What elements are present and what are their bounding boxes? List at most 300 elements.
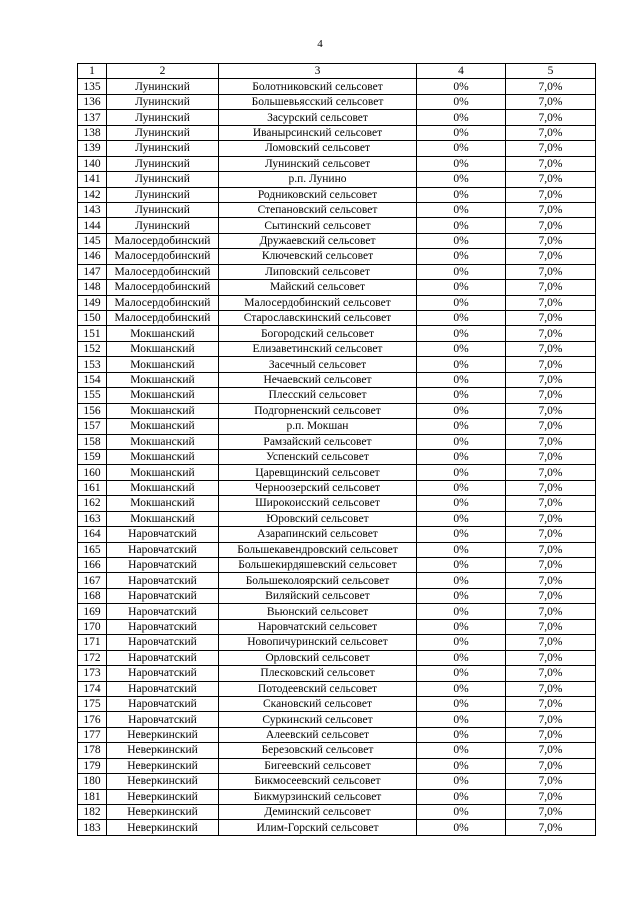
cell-district: Мокшанский xyxy=(107,403,219,418)
cell-district: Наровчатский xyxy=(107,619,219,634)
cell-rate-col5: 7,0% xyxy=(506,820,596,835)
cell-number: 145 xyxy=(78,233,107,248)
cell-rate-col5: 7,0% xyxy=(506,743,596,758)
cell-settlement: Майский сельсовет xyxy=(219,280,417,295)
cell-district: Лунинский xyxy=(107,218,219,233)
cell-number: 155 xyxy=(78,388,107,403)
cell-number: 139 xyxy=(78,141,107,156)
cell-settlement: Большекавендровский сельсовет xyxy=(219,542,417,557)
cell-rate-col4: 0% xyxy=(417,388,506,403)
cell-district: Мокшанский xyxy=(107,511,219,526)
cell-settlement: Елизаветинский сельсовет xyxy=(219,341,417,356)
cell-settlement: Большевьясский сельсовет xyxy=(219,94,417,109)
cell-district: Малосердобинский xyxy=(107,264,219,279)
table-row xyxy=(78,496,596,511)
cell-number: 154 xyxy=(78,372,107,387)
cell-number: 171 xyxy=(78,635,107,650)
table-row xyxy=(78,311,596,326)
cell-rate-col4: 0% xyxy=(417,465,506,480)
cell-rate-col4: 0% xyxy=(417,110,506,125)
cell-rate-col4: 0% xyxy=(417,419,506,434)
cell-rate-col4: 0% xyxy=(417,326,506,341)
cell-district: Неверкинский xyxy=(107,774,219,789)
cell-settlement: Плесковский сельсовет xyxy=(219,666,417,681)
cell-district: Лунинский xyxy=(107,125,219,140)
cell-settlement: Потодеевский сельсовет xyxy=(219,681,417,696)
cell-number: 150 xyxy=(78,311,107,326)
cell-number: 144 xyxy=(78,218,107,233)
cell-rate-col5: 7,0% xyxy=(506,249,596,264)
table-row xyxy=(78,820,596,835)
table-row xyxy=(78,233,596,248)
cell-rate-col4: 0% xyxy=(417,218,506,233)
cell-district: Лунинский xyxy=(107,156,219,171)
table-row xyxy=(78,419,596,434)
cell-number: 166 xyxy=(78,558,107,573)
cell-rate-col5: 7,0% xyxy=(506,449,596,464)
table-row xyxy=(78,434,596,449)
header-cell: 2 xyxy=(107,64,219,79)
cell-rate-col5: 7,0% xyxy=(506,789,596,804)
cell-district: Мокшанский xyxy=(107,449,219,464)
cell-rate-col4: 0% xyxy=(417,125,506,140)
table-row xyxy=(78,79,596,94)
cell-rate-col5: 7,0% xyxy=(506,696,596,711)
cell-number: 149 xyxy=(78,295,107,310)
cell-settlement: Старославскинский сельсовет xyxy=(219,311,417,326)
cell-district: Лунинский xyxy=(107,79,219,94)
table-row xyxy=(78,696,596,711)
cell-rate-col4: 0% xyxy=(417,94,506,109)
cell-number: 163 xyxy=(78,511,107,526)
cell-district: Лунинский xyxy=(107,110,219,125)
cell-rate-col4: 0% xyxy=(417,202,506,217)
cell-settlement: Малосердобинский сельсовет xyxy=(219,295,417,310)
cell-district: Наровчатский xyxy=(107,696,219,711)
cell-district: Наровчатский xyxy=(107,635,219,650)
cell-settlement: Виляйский сельсовет xyxy=(219,588,417,603)
cell-rate-col5: 7,0% xyxy=(506,465,596,480)
cell-rate-col5: 7,0% xyxy=(506,604,596,619)
cell-settlement: Орловский сельсовет xyxy=(219,650,417,665)
cell-district: Неверкинский xyxy=(107,743,219,758)
cell-rate-col4: 0% xyxy=(417,805,506,820)
table-row xyxy=(78,110,596,125)
cell-rate-col4: 0% xyxy=(417,696,506,711)
cell-rate-col5: 7,0% xyxy=(506,635,596,650)
cell-rate-col4: 0% xyxy=(417,249,506,264)
cell-settlement: Рамзайский сельсовет xyxy=(219,434,417,449)
table-row xyxy=(78,141,596,156)
cell-district: Мокшанский xyxy=(107,465,219,480)
cell-settlement: Деминский сельсовет xyxy=(219,805,417,820)
cell-rate-col4: 0% xyxy=(417,480,506,495)
cell-number: 135 xyxy=(78,79,107,94)
cell-rate-col5: 7,0% xyxy=(506,202,596,217)
cell-number: 142 xyxy=(78,187,107,202)
cell-settlement: Иванырсинский сельсовет xyxy=(219,125,417,140)
cell-district: Неверкинский xyxy=(107,820,219,835)
table-row xyxy=(78,681,596,696)
cell-rate-col4: 0% xyxy=(417,496,506,511)
cell-district: Неверкинский xyxy=(107,805,219,820)
table-row xyxy=(78,357,596,372)
table-row xyxy=(78,465,596,480)
cell-district: Наровчатский xyxy=(107,604,219,619)
cell-number: 159 xyxy=(78,449,107,464)
cell-district: Лунинский xyxy=(107,172,219,187)
cell-rate-col5: 7,0% xyxy=(506,187,596,202)
cell-rate-col5: 7,0% xyxy=(506,388,596,403)
cell-number: 160 xyxy=(78,465,107,480)
cell-rate-col4: 0% xyxy=(417,542,506,557)
header-cell: 1 xyxy=(78,64,107,79)
cell-settlement: Подгорненский сельсовет xyxy=(219,403,417,418)
cell-rate-col5: 7,0% xyxy=(506,650,596,665)
cell-district: Малосердобинский xyxy=(107,280,219,295)
cell-district: Неверкинский xyxy=(107,789,219,804)
table-row xyxy=(78,588,596,603)
cell-settlement: Богородский сельсовет xyxy=(219,326,417,341)
cell-settlement: Бигеевский сельсовет xyxy=(219,758,417,773)
table-row xyxy=(78,511,596,526)
cell-district: Мокшанский xyxy=(107,357,219,372)
cell-settlement: р.п. Мокшан xyxy=(219,419,417,434)
cell-district: Малосердобинский xyxy=(107,233,219,248)
cell-district: Лунинский xyxy=(107,187,219,202)
cell-rate-col5: 7,0% xyxy=(506,110,596,125)
cell-rate-col4: 0% xyxy=(417,727,506,742)
cell-number: 169 xyxy=(78,604,107,619)
cell-rate-col5: 7,0% xyxy=(506,172,596,187)
cell-district: Лунинский xyxy=(107,94,219,109)
cell-rate-col5: 7,0% xyxy=(506,527,596,542)
cell-rate-col5: 7,0% xyxy=(506,218,596,233)
cell-number: 157 xyxy=(78,419,107,434)
cell-number: 173 xyxy=(78,666,107,681)
table-row xyxy=(78,249,596,264)
table-row xyxy=(78,372,596,387)
cell-district: Мокшанский xyxy=(107,372,219,387)
cell-rate-col4: 0% xyxy=(417,604,506,619)
cell-settlement: Бикмосеевский сельсовет xyxy=(219,774,417,789)
table-row xyxy=(78,94,596,109)
table-row xyxy=(78,743,596,758)
table-row xyxy=(78,280,596,295)
table-row xyxy=(78,172,596,187)
table-row xyxy=(78,156,596,171)
cell-rate-col5: 7,0% xyxy=(506,434,596,449)
cell-rate-col5: 7,0% xyxy=(506,280,596,295)
cell-number: 156 xyxy=(78,403,107,418)
cell-settlement: Нечаевский сельсовет xyxy=(219,372,417,387)
table-row xyxy=(78,202,596,217)
cell-settlement: Дружаевский сельсовет xyxy=(219,233,417,248)
cell-district: Наровчатский xyxy=(107,527,219,542)
cell-rate-col5: 7,0% xyxy=(506,295,596,310)
cell-rate-col4: 0% xyxy=(417,635,506,650)
table-row xyxy=(78,712,596,727)
cell-rate-col5: 7,0% xyxy=(506,805,596,820)
cell-rate-col5: 7,0% xyxy=(506,511,596,526)
cell-number: 179 xyxy=(78,758,107,773)
cell-district: Наровчатский xyxy=(107,588,219,603)
table-row xyxy=(78,789,596,804)
cell-number: 136 xyxy=(78,94,107,109)
cell-rate-col5: 7,0% xyxy=(506,480,596,495)
cell-rate-col5: 7,0% xyxy=(506,666,596,681)
cell-settlement: Скановский сельсовет xyxy=(219,696,417,711)
cell-number: 151 xyxy=(78,326,107,341)
cell-rate-col4: 0% xyxy=(417,156,506,171)
cell-rate-col5: 7,0% xyxy=(506,357,596,372)
cell-number: 161 xyxy=(78,480,107,495)
table-row xyxy=(78,558,596,573)
table-body xyxy=(78,64,596,836)
cell-settlement: Юровский сельсовет xyxy=(219,511,417,526)
cell-number: 147 xyxy=(78,264,107,279)
cell-settlement: Черноозерский сельсовет xyxy=(219,480,417,495)
table-header-row xyxy=(78,64,596,79)
cell-district: Неверкинский xyxy=(107,727,219,742)
cell-rate-col4: 0% xyxy=(417,573,506,588)
table-row xyxy=(78,774,596,789)
cell-rate-col4: 0% xyxy=(417,666,506,681)
table-row xyxy=(78,527,596,542)
header-cell: 4 xyxy=(417,64,506,79)
cell-number: 170 xyxy=(78,619,107,634)
cell-rate-col5: 7,0% xyxy=(506,94,596,109)
cell-rate-col5: 7,0% xyxy=(506,264,596,279)
cell-rate-col5: 7,0% xyxy=(506,681,596,696)
cell-number: 143 xyxy=(78,202,107,217)
cell-district: Наровчатский xyxy=(107,681,219,696)
cell-rate-col5: 7,0% xyxy=(506,588,596,603)
cell-district: Мокшанский xyxy=(107,480,219,495)
cell-district: Мокшанский xyxy=(107,419,219,434)
table-row xyxy=(78,758,596,773)
cell-district: Наровчатский xyxy=(107,712,219,727)
cell-number: 172 xyxy=(78,650,107,665)
cell-rate-col5: 7,0% xyxy=(506,156,596,171)
cell-number: 158 xyxy=(78,434,107,449)
cell-rate-col5: 7,0% xyxy=(506,341,596,356)
table-row xyxy=(78,480,596,495)
cell-district: Малосердобинский xyxy=(107,249,219,264)
cell-rate-col5: 7,0% xyxy=(506,233,596,248)
cell-settlement: Царевщинский сельсовет xyxy=(219,465,417,480)
cell-rate-col4: 0% xyxy=(417,774,506,789)
table-row xyxy=(78,650,596,665)
header-cell: 3 xyxy=(219,64,417,79)
cell-settlement: Новопичуринский сельсовет xyxy=(219,635,417,650)
cell-district: Лунинский xyxy=(107,141,219,156)
cell-settlement: Ломовский сельсовет xyxy=(219,141,417,156)
cell-rate-col4: 0% xyxy=(417,295,506,310)
cell-rate-col4: 0% xyxy=(417,758,506,773)
cell-rate-col5: 7,0% xyxy=(506,372,596,387)
cell-rate-col4: 0% xyxy=(417,264,506,279)
table-row xyxy=(78,218,596,233)
cell-rate-col5: 7,0% xyxy=(506,712,596,727)
cell-district: Наровчатский xyxy=(107,542,219,557)
cell-number: 175 xyxy=(78,696,107,711)
cell-rate-col4: 0% xyxy=(417,527,506,542)
cell-district: Неверкинский xyxy=(107,758,219,773)
cell-district: Наровчатский xyxy=(107,650,219,665)
cell-rate-col4: 0% xyxy=(417,449,506,464)
cell-number: 164 xyxy=(78,527,107,542)
cell-district: Мокшанский xyxy=(107,326,219,341)
cell-number: 181 xyxy=(78,789,107,804)
cell-number: 138 xyxy=(78,125,107,140)
cell-rate-col5: 7,0% xyxy=(506,542,596,557)
cell-settlement: р.п. Лунино xyxy=(219,172,417,187)
table-row xyxy=(78,805,596,820)
cell-settlement: Большекирдяшевский сельсовет xyxy=(219,558,417,573)
cell-district: Мокшанский xyxy=(107,341,219,356)
cell-settlement: Большеколоярский сельсовет xyxy=(219,573,417,588)
table-row xyxy=(78,187,596,202)
cell-rate-col4: 0% xyxy=(417,650,506,665)
cell-settlement: Илим-Горский сельсовет xyxy=(219,820,417,835)
cell-number: 141 xyxy=(78,172,107,187)
cell-rate-col5: 7,0% xyxy=(506,419,596,434)
cell-rate-col4: 0% xyxy=(417,789,506,804)
cell-rate-col4: 0% xyxy=(417,341,506,356)
table-row xyxy=(78,449,596,464)
cell-rate-col5: 7,0% xyxy=(506,79,596,94)
cell-rate-col4: 0% xyxy=(417,233,506,248)
cell-rate-col4: 0% xyxy=(417,79,506,94)
cell-settlement: Широкоисский сельсовет xyxy=(219,496,417,511)
cell-number: 167 xyxy=(78,573,107,588)
cell-settlement: Лунинский сельсовет xyxy=(219,156,417,171)
cell-number: 165 xyxy=(78,542,107,557)
cell-rate-col4: 0% xyxy=(417,187,506,202)
cell-number: 168 xyxy=(78,588,107,603)
cell-rate-col4: 0% xyxy=(417,619,506,634)
cell-number: 183 xyxy=(78,820,107,835)
cell-settlement: Засурский сельсовет xyxy=(219,110,417,125)
cell-rate-col5: 7,0% xyxy=(506,141,596,156)
cell-settlement: Алеевский сельсовет xyxy=(219,727,417,742)
cell-number: 182 xyxy=(78,805,107,820)
cell-district: Мокшанский xyxy=(107,496,219,511)
cell-settlement: Березовский сельсовет xyxy=(219,743,417,758)
cell-settlement: Азарапинский сельсовет xyxy=(219,527,417,542)
cell-district: Малосердобинский xyxy=(107,295,219,310)
cell-number: 180 xyxy=(78,774,107,789)
cell-number: 153 xyxy=(78,357,107,372)
cell-settlement: Сытинский сельсовет xyxy=(219,218,417,233)
page-number: 4 xyxy=(317,38,323,50)
cell-rate-col5: 7,0% xyxy=(506,573,596,588)
cell-rate-col4: 0% xyxy=(417,172,506,187)
cell-rate-col4: 0% xyxy=(417,558,506,573)
cell-rate-col4: 0% xyxy=(417,372,506,387)
cell-number: 174 xyxy=(78,681,107,696)
cell-number: 177 xyxy=(78,727,107,742)
cell-rate-col5: 7,0% xyxy=(506,619,596,634)
cell-rate-col5: 7,0% xyxy=(506,326,596,341)
cell-number: 162 xyxy=(78,496,107,511)
cell-rate-col4: 0% xyxy=(417,357,506,372)
table-row xyxy=(78,542,596,557)
cell-rate-col4: 0% xyxy=(417,403,506,418)
cell-settlement: Наровчатский сельсовет xyxy=(219,619,417,634)
cell-rate-col4: 0% xyxy=(417,820,506,835)
cell-rate-col5: 7,0% xyxy=(506,774,596,789)
cell-settlement: Степановский сельсовет xyxy=(219,202,417,217)
cell-rate-col5: 7,0% xyxy=(506,125,596,140)
cell-number: 176 xyxy=(78,712,107,727)
table-row xyxy=(78,727,596,742)
cell-number: 146 xyxy=(78,249,107,264)
cell-rate-col4: 0% xyxy=(417,280,506,295)
table-row xyxy=(78,341,596,356)
data-table xyxy=(77,63,596,836)
cell-district: Наровчатский xyxy=(107,666,219,681)
cell-rate-col4: 0% xyxy=(417,712,506,727)
cell-rate-col5: 7,0% xyxy=(506,558,596,573)
cell-district: Лунинский xyxy=(107,202,219,217)
cell-district: Малосердобинский xyxy=(107,311,219,326)
cell-district: Мокшанский xyxy=(107,388,219,403)
table-row xyxy=(78,264,596,279)
cell-settlement: Ключевский сельсовет xyxy=(219,249,417,264)
cell-rate-col5: 7,0% xyxy=(506,403,596,418)
cell-settlement: Бикмурзинский сельсовет xyxy=(219,789,417,804)
table-row xyxy=(78,326,596,341)
cell-settlement: Суркинский сельсовет xyxy=(219,712,417,727)
header-cell: 5 xyxy=(506,64,596,79)
cell-settlement: Плесский сельсовет xyxy=(219,388,417,403)
cell-number: 178 xyxy=(78,743,107,758)
cell-rate-col4: 0% xyxy=(417,681,506,696)
cell-number: 148 xyxy=(78,280,107,295)
cell-rate-col5: 7,0% xyxy=(506,727,596,742)
cell-rate-col4: 0% xyxy=(417,743,506,758)
table-row xyxy=(78,295,596,310)
cell-settlement: Липовский сельсовет xyxy=(219,264,417,279)
cell-number: 137 xyxy=(78,110,107,125)
cell-rate-col4: 0% xyxy=(417,311,506,326)
table-row xyxy=(78,619,596,634)
cell-rate-col4: 0% xyxy=(417,511,506,526)
cell-number: 152 xyxy=(78,341,107,356)
cell-rate-col4: 0% xyxy=(417,588,506,603)
cell-district: Наровчатский xyxy=(107,573,219,588)
cell-number: 140 xyxy=(78,156,107,171)
table-row xyxy=(78,604,596,619)
cell-rate-col5: 7,0% xyxy=(506,311,596,326)
table-row xyxy=(78,573,596,588)
cell-district: Наровчатский xyxy=(107,558,219,573)
cell-district: Мокшанский xyxy=(107,434,219,449)
cell-settlement: Засечный сельсовет xyxy=(219,357,417,372)
cell-settlement: Успенский сельсовет xyxy=(219,449,417,464)
cell-settlement: Вьюнский сельсовет xyxy=(219,604,417,619)
table-row xyxy=(78,666,596,681)
cell-rate-col5: 7,0% xyxy=(506,496,596,511)
cell-settlement: Болотниковский сельсовет xyxy=(219,79,417,94)
cell-settlement: Родниковский сельсовет xyxy=(219,187,417,202)
table-row xyxy=(78,388,596,403)
cell-rate-col4: 0% xyxy=(417,141,506,156)
cell-rate-col5: 7,0% xyxy=(506,758,596,773)
table-row xyxy=(78,125,596,140)
